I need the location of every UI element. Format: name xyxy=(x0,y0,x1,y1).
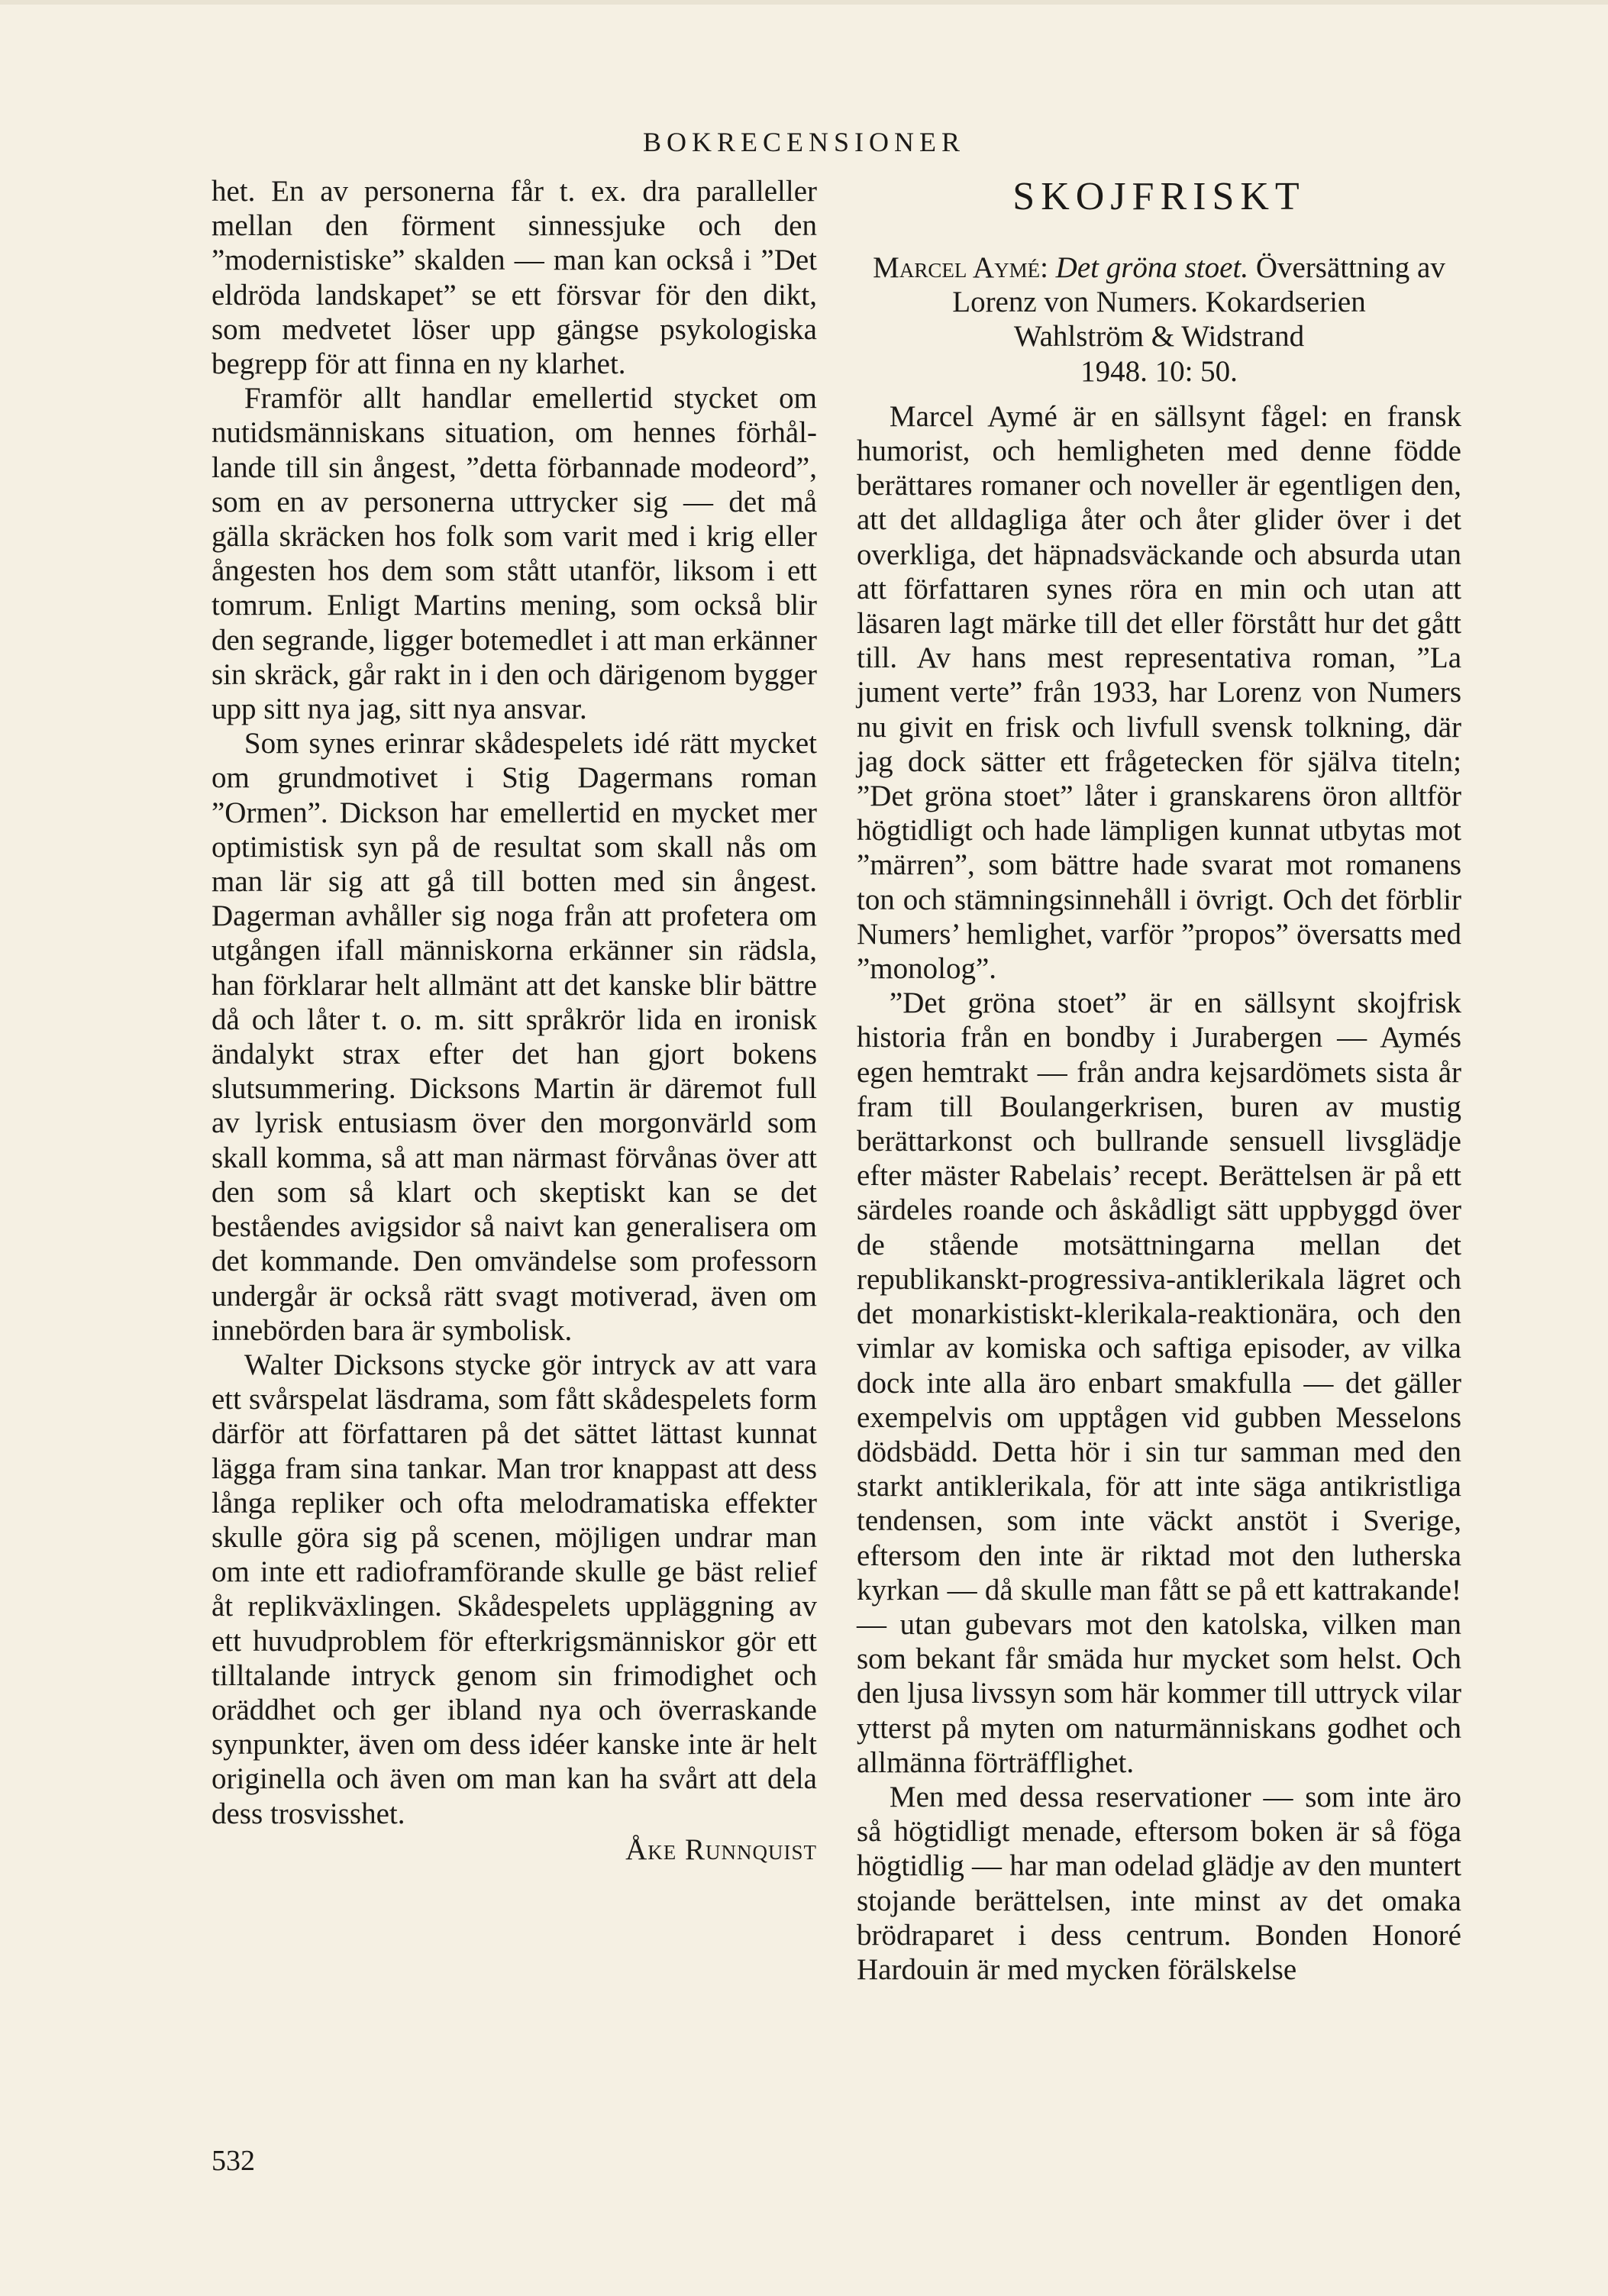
page-number: 532 xyxy=(211,2145,255,2177)
book-author: Marcel Aymé: xyxy=(873,251,1048,284)
left-paragraph-1: het. En av personerna får t. ex. dra paralleller mellan den förment sinnessjuke och den ”modernistiske” skalden — man kan också i ”Det eldröda landskapet” se ett försvar för den dikt, som medvetet löser upp gängse psykologiska begrepp för att finna en ny klarhet. xyxy=(211,175,817,381)
book-translation: Översättning av Lorenz von Numers. Kokardserien xyxy=(952,251,1445,319)
right-paragraph-1: Marcel Aymé är en sällsynt fågel: en fransk humorist, och hemligheten med denne födde berättares romaner och noveller är egentligen den, att det alldagliga åter och åter glider över i det overkliga, det häpnadsväckande och absurda utan att författaren synes röra en min och utan att läsaren lagt märke till det eller förstått hur det gått till. Av hans mest representativa roman, ”La jument verte” från 1933, har Lorenz von Numers nu givit en frisk och livfull svensk tolkning, där jag dock sätter ett frågetecken för själva titeln; ”Det gröna stoet” låter i granskarens öron alltför högtidligt och hade lämpligen kunnat utbytas mot ”märren”, som bättre hade svarat mot romanens ton och stämningsinnehåll i övrigt. Och det förblir Numers’ hemlighet, varför ”propos” översatts med ”monolog”. xyxy=(857,399,1461,986)
book-title: Det gröna stoet. xyxy=(1055,251,1249,284)
book-publisher: Wahlström & Widstrand xyxy=(1013,320,1305,354)
right-paragraph-3: Men med dessa reservationer — som inte äro så högtidligt menade, eftersom boken är så föga högtidlig — har man odelad glädje av den muntert stojande berättelsen, inte minst av det omaka brödraparet i dess centrum. Bonden Honoré Hardouin är med mycken förälskelse xyxy=(857,1780,1461,1986)
scan-edge xyxy=(0,0,1608,5)
book-year-price: 1948. 10: 50. xyxy=(1080,354,1238,388)
left-column xyxy=(211,174,817,1867)
section-title: SKOJFRISKT xyxy=(1012,175,1306,218)
book-info xyxy=(857,250,1461,389)
running-head: BOKRECENSIONER xyxy=(642,127,966,157)
right-column xyxy=(857,174,1461,1987)
review-signature: Åke Runnquist xyxy=(625,1833,817,1866)
left-paragraph-2: Framför allt handlar emellertid stycket om nutidsmänniskans situation, om hennes förhållande till sin ångest, ”detta förbannade modeord”, som en av personerna uttrycker sig — det må gälla skräcken hos folk som varit med i krig eller ångesten hos dem som stått utanför, liksom i ett tomrum. Enligt Martins mening, som också blir den segrande, ligger botemedlet i att man erkänner sin skräck, går rakt in i den och därigenom bygger upp sitt nya jag, sitt nya ansvar. xyxy=(211,382,817,726)
right-paragraph-2: ”Det gröna stoet” är en sällsynt skojfrisk historia från en bondby i Jurabergen — Aymés egen hemtrakt — från andra kejsardömets sista år fram till Boulangerkrisen, buren av mustig berättarkonst och bullrande sensuell livsglädje efter mäster Rabelais’ recept. Berättelsen är på ett särdeles roande och åskådligt sätt uppbyggd över de stående motsättningarna mellan det republikanskt-progressiva-antiklerikala lägret och det monarkistiskt-klerikala-reaktionära, och den vimlar av komiska och saftiga episoder, av vilka dock inte alla äro enbart smakfulla — det gäller exempelvis om upptågen vid gubben Messelons dödsbädd. Detta hör i sin tur samman med den starkt antiklerikala, för att inte säga antikristliga tendensen, som inte väckt anstöt i Sverige, eftersom den inte är riktad mot den lutherska kyrkan — då skulle man fått se på ett kattrakande! — utan gubevars mot den katolska, vilken man som bekant får smäda hur mycket som helst. Och den ljusa livssyn som här kommer till uttryck vilar ytterst på myten om naturmänniskans godhet och allmänna förträfflighet. xyxy=(857,987,1461,1779)
left-paragraph-3: Som synes erinrar skådespelets idé rätt mycket om grundmotivet i Stig Dagermans roman ”Ormen”. Dickson har emellertid en mycket mer optimistisk syn på de resultat som skall nås om man lär sig att gå till botten med sin ångest. Dagerman avhåller sig noga från att profetera om utgången ifall människorna erkänner sin rädsla, han förklarar helt allmänt att det kanske blir bättre då och låter t. o. m. sitt språkrör lida en ironisk ändalykt strax efter det han gjort bokens slutsummering. Dicksons Martin är däremot full av lyrisk entusiasm över den morgonvärld som skall komma, så att man närmast förvånas över att den som så klart och skeptiskt kan se det beståendes avigsidor så naivt kan generalisera om det kommande. Den omvändelse som professorn undergår är också rätt svagt motiverad, även om innebörden bara är symbolisk. xyxy=(211,727,817,1347)
left-paragraph-4: Walter Dicksons stycke gör intryck av att vara ett svårspelat läsdrama, som fått skådespelets form därför att författaren på det sättet lättast kunnat lägga fram sina tankar. Man tror knappast att dess långa repliker och ofta melodramatiska effekter skulle göra sig på scenen, möjligen undrar man om inte ett radioframförande skulle ge bäst relief åt replikväxlingen. Skådespelets uppläggning av ett huvudproblem för efterkrigsmänniskor gör ett tilltalande intryck genom sin frimodighet och oräddhet och ger ibland nya och överraskande synpunkter, även om dess idéer kanske inte är helt originella och även om man kan ha svårt att dela dess trosvisshet. xyxy=(211,1348,817,1830)
